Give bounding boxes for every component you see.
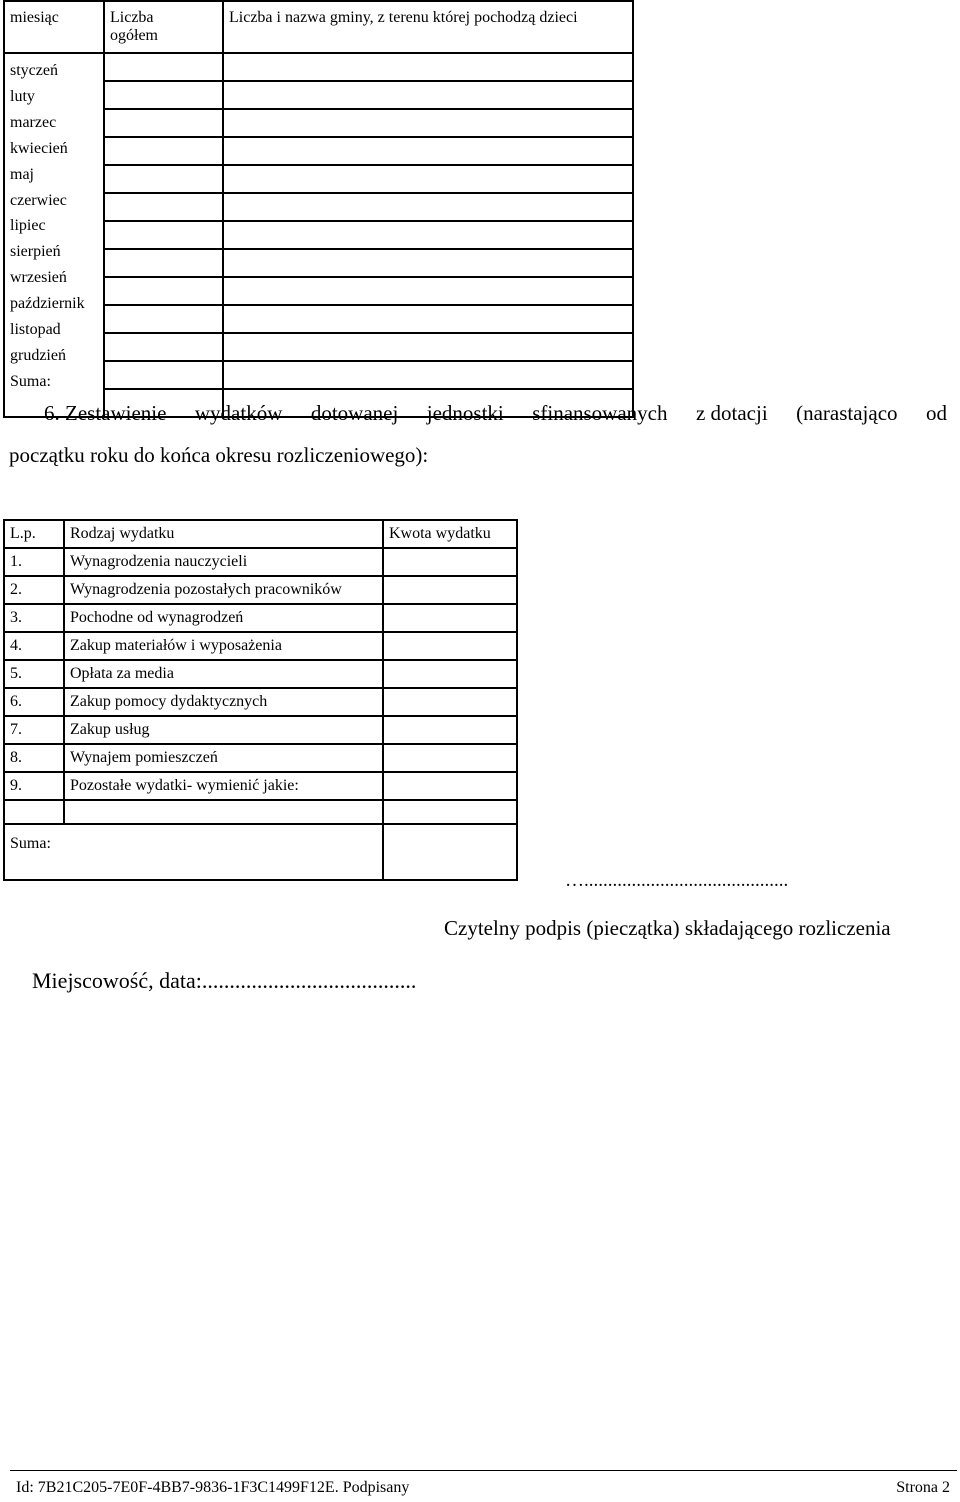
municipality-cell[interactable]	[223, 109, 633, 137]
total-cell[interactable]	[104, 53, 223, 81]
table-header-row	[4, 520, 517, 548]
table-row	[4, 632, 517, 660]
municipality-cell[interactable]	[223, 53, 633, 81]
row-number: 8.	[4, 744, 64, 772]
month-label: sierpień	[10, 243, 61, 261]
table-row	[4, 772, 517, 800]
amount-cell[interactable]	[383, 800, 517, 824]
amount-cell[interactable]	[383, 660, 517, 688]
table-row	[4, 604, 517, 632]
row-number: 6.	[4, 688, 64, 716]
row-number: 5.	[4, 660, 64, 688]
expense-type: Wynagrodzenia nauczycieli	[64, 548, 383, 576]
month-label: styczeń	[10, 62, 58, 79]
document-id: Id: 7B21C205-7E0F-4BB7-9836-1F3C1499F12E. Podpisany	[16, 1479, 410, 1496]
month-label: kwiecień	[10, 139, 68, 157]
amount-cell[interactable]	[383, 632, 517, 660]
total-cell[interactable]	[104, 109, 223, 137]
total-cell[interactable]	[104, 333, 223, 361]
table-row	[4, 716, 517, 744]
expense-type: Wynagrodzenia pozostałych pracowników	[64, 576, 383, 604]
total-cell[interactable]	[104, 81, 223, 109]
total-cell[interactable]	[104, 137, 223, 165]
row-number: 4.	[4, 632, 64, 660]
signature-caption: Czytelny podpis (pieczątka) składającego rozliczenia	[444, 916, 891, 940]
heading-word: dotowanej	[310, 401, 399, 425]
month-label: luty	[10, 87, 35, 105]
municipality-cell[interactable]	[223, 165, 633, 193]
section-heading	[44, 400, 947, 426]
expense-type-header: Rodzaj wydatku	[64, 520, 383, 548]
table-row	[4, 660, 517, 688]
municipality-header: Liczba i nazwa gminy, z terenu której pochodzą dzieci	[223, 1, 633, 53]
amount-cell[interactable]	[383, 688, 517, 716]
total-cell[interactable]	[104, 193, 223, 221]
municipality-cell[interactable]	[223, 221, 633, 249]
amount-cell[interactable]	[383, 604, 517, 632]
amount-cell[interactable]	[383, 716, 517, 744]
total-amount-cell[interactable]	[383, 824, 517, 880]
row-number: 1.	[4, 548, 64, 576]
municipality-cell[interactable]	[223, 193, 633, 221]
total-label: Suma:	[4, 824, 383, 880]
month-label: marzec	[10, 113, 57, 131]
municipality-cell[interactable]	[223, 137, 633, 165]
municipality-cell[interactable]	[223, 277, 633, 305]
total-cell[interactable]	[104, 249, 223, 277]
month-label: listopad	[10, 321, 61, 339]
month-label: lipiec	[10, 217, 46, 235]
section-heading-continuation: początku roku do końca okresu rozliczeniowego):	[9, 443, 429, 467]
municipality-cell[interactable]	[223, 249, 633, 277]
heading-word: jednostki	[426, 401, 504, 425]
total-row	[4, 824, 517, 880]
expenses-table	[3, 519, 518, 881]
page-number: Strona 2	[896, 1479, 950, 1496]
expense-type: Wynajem pomieszczeń	[64, 744, 383, 772]
heading-word: (narastająco	[796, 401, 898, 425]
place-date-field: Miejscowość, data:.......................................	[32, 968, 417, 993]
municipality-cell[interactable]	[223, 305, 633, 333]
table-row	[4, 576, 517, 604]
municipality-cell[interactable]	[223, 81, 633, 109]
amount-cell[interactable]	[383, 548, 517, 576]
amount-cell[interactable]	[383, 744, 517, 772]
expense-type: Zakup materiałów i wyposażenia	[64, 632, 383, 660]
total-cell[interactable]	[104, 361, 223, 389]
month-label: maj	[10, 165, 34, 183]
month-label: grudzień	[10, 346, 66, 364]
month-label: październik	[10, 295, 85, 313]
row-number: 3.	[4, 604, 64, 632]
expense-type: Pozostałe wydatki- wymienić jakie:	[64, 772, 383, 800]
heading-word: od	[925, 401, 947, 425]
expense-type: Zakup usług	[64, 716, 383, 744]
heading-word: sfinansowanych	[532, 401, 668, 425]
amount-cell[interactable]	[383, 576, 517, 604]
expense-type: Opłata za media	[64, 660, 383, 688]
month-label: wrzesień	[10, 269, 67, 287]
month-header: miesiąc	[4, 1, 104, 53]
months-list	[4, 53, 104, 417]
lp-header: L.p.	[4, 520, 64, 548]
table-row	[4, 688, 517, 716]
row-number: 7.	[4, 716, 64, 744]
table-row	[4, 548, 517, 576]
total-cell[interactable]	[104, 221, 223, 249]
total-cell[interactable]	[104, 305, 223, 333]
amount-header: Kwota wydatku	[383, 520, 517, 548]
total-header: Liczba ogółem	[104, 1, 223, 53]
row-number: 2.	[4, 576, 64, 604]
month-label: czerwiec	[10, 191, 67, 209]
expense-type: Zakup pomocy dydaktycznych	[64, 688, 383, 716]
table-row	[4, 744, 517, 772]
row-number	[4, 800, 64, 824]
total-cell[interactable]	[104, 277, 223, 305]
heading-word: 6. Zestawienie	[44, 401, 167, 425]
municipality-cell[interactable]	[223, 333, 633, 361]
amount-cell[interactable]	[383, 772, 517, 800]
row-number: 9.	[4, 772, 64, 800]
footer-divider	[10, 1470, 957, 1471]
expense-type-entry[interactable]	[64, 800, 383, 824]
signature-line: …...........................................	[565, 870, 789, 891]
heading-word: wydatków	[194, 401, 283, 425]
table-header-row	[4, 1, 633, 53]
heading-word: z dotacji	[695, 401, 768, 425]
monthly-children-table	[3, 0, 634, 418]
total-cell[interactable]	[104, 165, 223, 193]
municipality-cell[interactable]	[223, 361, 633, 389]
table-row	[4, 800, 517, 824]
expense-type: Pochodne od wynagrodzeń	[64, 604, 383, 632]
sum-label: Suma:	[10, 372, 51, 390]
